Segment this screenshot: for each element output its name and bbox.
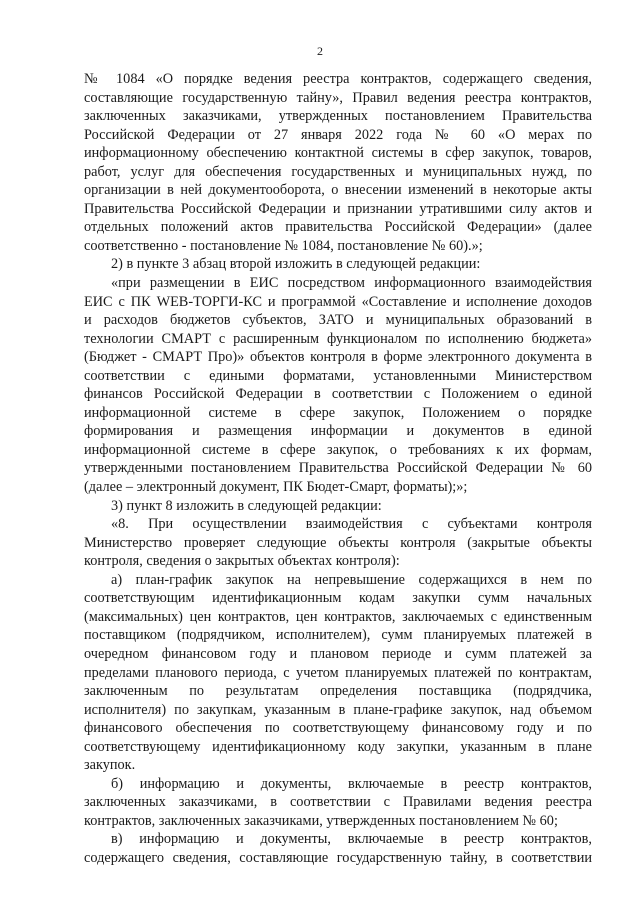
text-line: информационной системе в сфере закупок, о требованиях к их формам, <box>84 441 592 458</box>
text-line: финансового обеспечения по соответствующему финансовому году и по <box>84 720 592 737</box>
text-line: отдельных положений актов правительства Российской Федерации» (далее <box>84 219 592 236</box>
text-line: контрактов, заключенных заказчиками, утвержденных постановлением № 60; <box>84 812 558 829</box>
text-line: «при размещении в ЕИС посредством информационного взаимодействия <box>111 275 592 292</box>
text-line: «8. При осуществлении взаимодействия с субъектами контроля <box>111 516 592 533</box>
text-line: заключенных заказчиками, утвержденных постановлением Правительства <box>84 108 592 125</box>
text-line: заключенных заказчиками, в соответствии с Правилами ведения реестра <box>84 794 592 811</box>
text-line: контроля, сведения о закрытых объектах контроля): <box>84 553 400 570</box>
text-line: организации в ней документооборота, о внесении изменений в некоторые акты <box>84 182 592 199</box>
text-line: и расходов бюджетов субъектов, ЗАТО и муниципальных образований в <box>84 312 592 329</box>
text-line: работ, услуг для обеспечения государственных и муниципальных нужд, по <box>84 163 592 180</box>
text-line: исполнителя) по закупкам, указанным в плане-графике закупок, над объемом <box>84 701 592 718</box>
text-line: поставщиком (подрядчиком, исполнителем), сумм планируемых платежей в <box>84 627 592 644</box>
text-line: пределами планового периода, с учетом планируемых платежей по контрактам, <box>84 664 592 681</box>
text-line: соответствующим идентификационным кодам закупки сумм начальных <box>84 590 592 607</box>
text-line: информационному обеспечению контактной системы в сфер закупок, товаров, <box>84 145 592 162</box>
text-line: в) информацию и документы, включаемые в реестр контрактов, <box>111 831 592 848</box>
text-line: технологии СМАРТ с расширенным функционалом по исполнению бюджета» <box>84 330 592 347</box>
text-line: № 1084 «О порядке ведения реестра контрактов, содержащего сведения, <box>84 71 592 87</box>
text-line: утвержденными постановлением Правительства Российской Федерации № 60 <box>84 460 592 477</box>
text-line: формирования и размещения информации и документов в единой <box>84 423 592 440</box>
text-line: содержащего сведения, составляющие государственную тайну, в соответствии <box>84 849 592 866</box>
text-line: соответственно - постановление № 1084, постановление № 60).»; <box>84 237 483 254</box>
text-line: ЕИС с ПК WEB-ТОРГИ-КС и программой «Составление и исполнение доходов <box>84 293 592 310</box>
text-line: соответствующему идентификационному коду закупки, указанным в плане <box>84 738 592 755</box>
text-line: (далее – электронный документ, ПК Бюдет-Смарт, форматы);»; <box>84 479 468 496</box>
text-line: закупок. <box>84 757 136 774</box>
text-line: Министерство проверяет следующие объекты контроля (закрытые объекты <box>84 534 592 551</box>
text-line: информационной системе в сфере закупок, Положением о порядке <box>84 404 592 421</box>
text-line: Российской Федерации от 27 января 2022 года № 60 «О мерах по <box>84 126 592 143</box>
document-body <box>84 70 592 868</box>
text-line: 3) пункт 8 изложить в следующей редакции: <box>111 497 382 514</box>
text-line: (максимальных) цен контрактов, цен контрактов, заключаемых с единственным <box>84 608 592 625</box>
text-line: а) план-график закупок на непревышение содержащихся в нем по <box>111 571 592 588</box>
text-line: заключенным по результатам определения поставщика (подрядчика, <box>84 683 592 700</box>
text-line: очередном финансовом году и плановом периоде и сумм платежей за <box>84 645 592 662</box>
text-line: соответствии с едиными форматами, установленными Министерством <box>84 367 592 384</box>
text-line: финансов Российской Федерации в соответствии с Положением о единой <box>84 386 592 403</box>
text-line: Правительства Российской Федерации и признании утратившими силу актов и <box>84 200 592 217</box>
text-line: б) информацию и документы, включаемые в реестр контрактов, <box>111 775 592 792</box>
text-line: (Бюджет - СМАРТ Про)» объектов контроля в форме электронного документа в <box>84 349 592 366</box>
text-line: составляющие государственную тайну», Правил ведения реестра контрактов, <box>84 89 592 106</box>
page-number: 2 <box>317 44 323 58</box>
text-line: 2) в пункте 3 абзац второй изложить в следующей редакции: <box>111 256 481 273</box>
